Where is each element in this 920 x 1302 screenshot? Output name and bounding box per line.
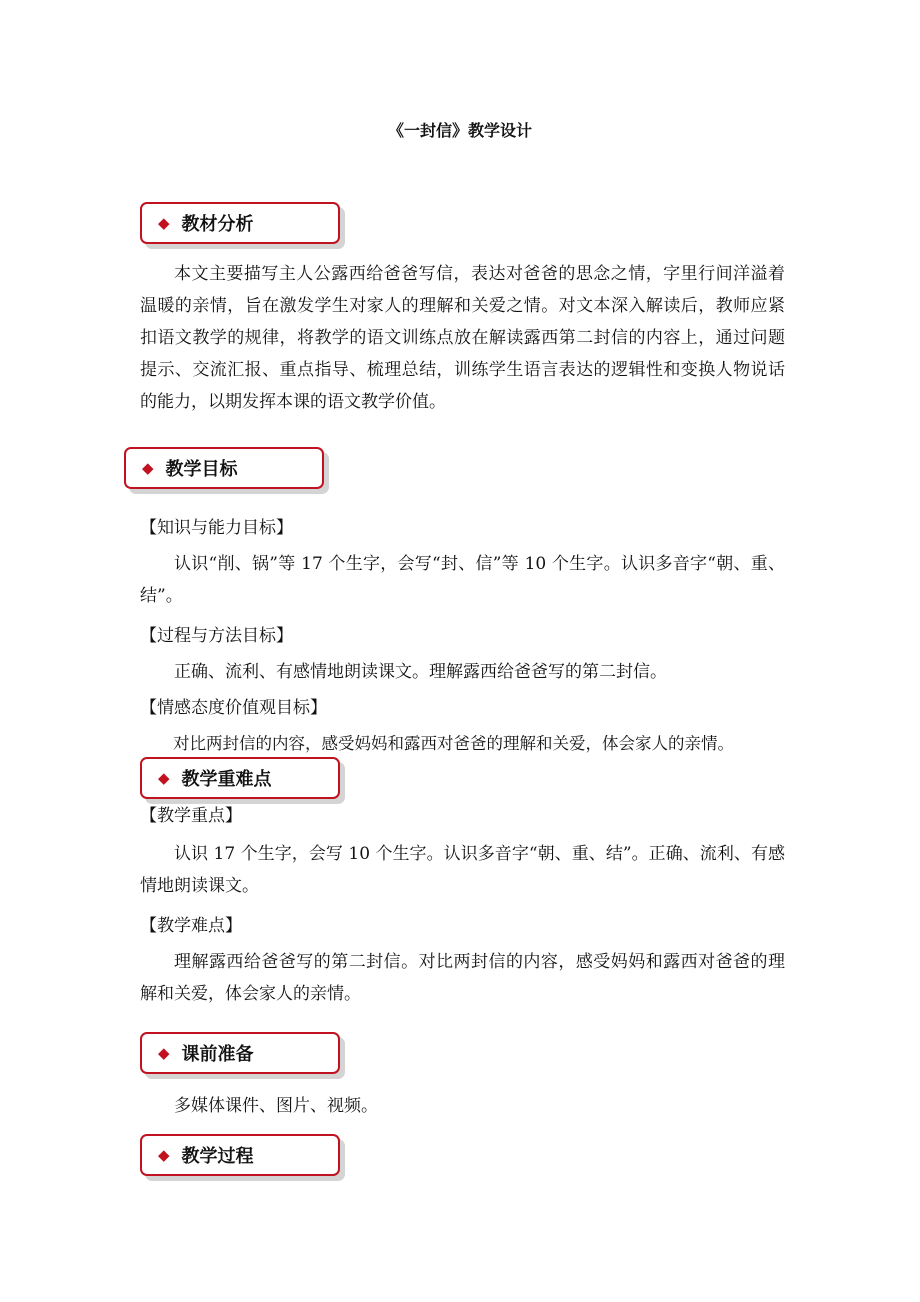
section-heading: 教学过程 (181, 1146, 254, 1167)
section-header-keypoints (140, 757, 340, 799)
diamond-icon: ◆ (158, 214, 170, 232)
section-heading: 教材分析 (181, 214, 254, 235)
section-heading: 教学重难点 (181, 769, 272, 790)
focus-body: 认识 17 个生字，会写 10 个生字。认识多音字“朝、重、结”。正确、流利、有感情地朗读课文。 (140, 844, 785, 896)
section-header-analysis (140, 202, 340, 244)
diamond-icon: ◆ (158, 1044, 170, 1062)
process-label: 【过程与方法目标】 (140, 626, 293, 646)
knowledge-body: 认识“削、锅”等 17 个生字，会写“封、信”等 10 个生字。认识多音字“朝、重、结”。 (140, 554, 785, 606)
diamond-icon: ◆ (158, 1146, 170, 1164)
section-header-goals (124, 447, 324, 489)
document-title: 《一封信》教学设计 (387, 121, 532, 140)
process-body: 正确、流利、有感情地朗读课文。理解露西给爸爸写的第二封信。 (174, 662, 667, 682)
analysis-body: 本文主要描写主人公露西给爸爸写信，表达对爸爸的思念之情，字里行间洋溢着温暖的亲情，旨在激发学生对家人的理解和关爱之情。对文本深入解读后，教师应紧扣语文教学的规律，将教学的语文训练点放在解读露西第二封信的内容上，通过问题提示、交流汇报、重点指导、梳理总结，训练学生语言表达的逻辑性和变换人物说话的能力，以期发挥本课的语文教学价值。 (140, 264, 785, 412)
section-heading: 教学目标 (165, 459, 238, 480)
section-header-prep (140, 1032, 340, 1074)
focus-label: 【教学重点】 (140, 806, 242, 826)
emotion-label: 【情感态度价值观目标】 (140, 698, 327, 718)
difficulty-label: 【教学难点】 (140, 916, 242, 936)
section-header-process (140, 1134, 340, 1176)
diamond-icon: ◆ (142, 459, 154, 477)
prep-body: 多媒体课件、图片、视频。 (174, 1096, 378, 1116)
knowledge-label: 【知识与能力目标】 (140, 518, 293, 538)
emotion-body: 对比两封信的内容，感受妈妈和露西对爸爸的理解和关爱，体会家人的亲情。 (173, 734, 734, 753)
section-heading: 课前准备 (181, 1044, 254, 1065)
difficulty-body: 理解露西给爸爸写的第二封信。对比两封信的内容，感受妈妈和露西对爸爸的理解和关爱，体会家人的亲情。 (140, 952, 785, 1004)
diamond-icon: ◆ (158, 769, 170, 787)
